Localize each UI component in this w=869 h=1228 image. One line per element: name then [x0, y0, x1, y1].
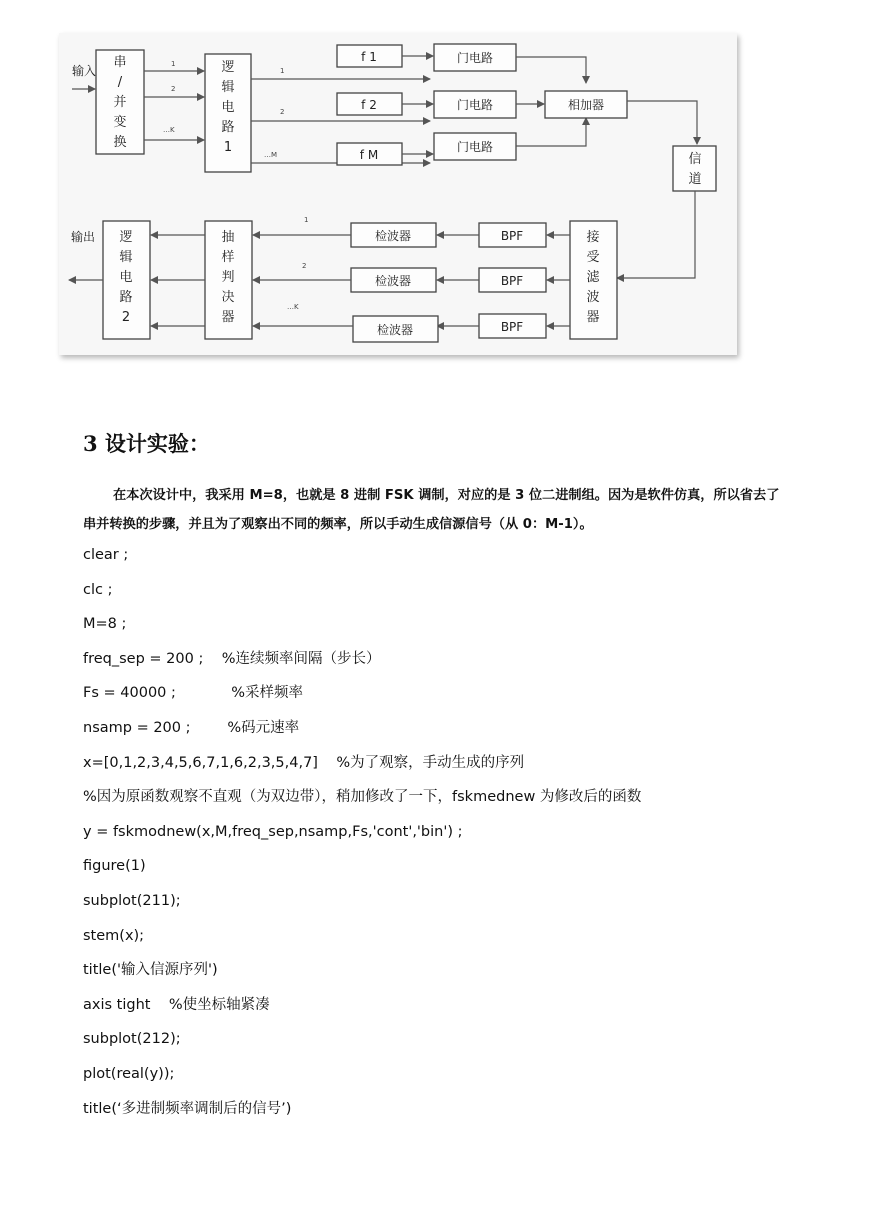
input-label: 输入 — [72, 64, 97, 78]
code-line: stem(x); — [83, 927, 145, 944]
channel-label: 信道 — [688, 152, 702, 187]
sp-converter-label: 串/并变换 — [113, 55, 127, 150]
logic-index-2: 2 — [280, 108, 285, 116]
code-line: %因为原函数观察不直观（为双边带），稍加修改了一下，fskmednew 为修改后的函数 — [83, 789, 642, 806]
code-line: title(‘多进制频率调制后的信号’) — [83, 1100, 292, 1117]
code-line: subplot(212); — [83, 1031, 181, 1048]
bpf-2-label: BPF — [500, 274, 524, 288]
oscillator-f2-label: f 2 — [361, 98, 377, 112]
code-line: M=8 ; — [83, 616, 127, 633]
logic-index-1: 1 — [280, 67, 285, 75]
adder-label: 相加器 — [567, 98, 605, 112]
detector-1-label: 检波器 — [374, 229, 412, 243]
output-label: 输出 — [71, 230, 96, 244]
code-line: axis tight %使坐标轴紧凑 — [83, 996, 270, 1013]
code-line: y = fskmodnew(x,M,freq_sep,nsamp,Fs,'cont','bin') ; — [83, 823, 463, 840]
logic-index-m: …M — [264, 151, 278, 159]
code-line: x=[0,1,2,3,4,5,6,7,1,6,2,3,5,4,7] %为了观察，手动生成的序列 — [83, 754, 525, 771]
sp-index-1: 1 — [171, 60, 176, 68]
logic-circuit-2-label: 逻辑电路 2 — [119, 230, 133, 325]
sp-index-2: 2 — [171, 85, 176, 93]
bpf-m-label: BPF — [500, 320, 524, 334]
logic-circuit-1-label: 逻辑电路 1 — [221, 60, 235, 155]
intro-paragraph: 在本次设计中，我采用 M=8，也就是 8 进制 FSK 调制，对应的是 3 位二进制组。因为是软件仿真，所以省去了串并转换的步骤，并且为了观察出不同的频率，所以手动生成信源信号（从 0：M-1）。 — [83, 488, 780, 532]
code-line: clear ; — [83, 547, 129, 563]
code-line: title('输入信源序列') — [83, 962, 218, 979]
rx-index-2: 2 — [302, 262, 307, 270]
mfsk-block-diagram — [59, 33, 737, 355]
gate-circuit-2-label: 门电路 — [456, 98, 494, 112]
sp-index-k: …K — [163, 126, 175, 134]
oscillator-f1-label: f 1 — [361, 50, 377, 64]
code-line: clc ; — [83, 581, 113, 598]
gate-circuit-m-label: 门电路 — [456, 140, 494, 154]
receive-filter-label: 接受滤波器 — [586, 230, 600, 325]
detector-2-label: 检波器 — [374, 274, 412, 288]
code-line: Fs = 40000 ; %采样频率 — [83, 685, 303, 702]
gate-circuit-1-label: 门电路 — [456, 51, 494, 65]
bpf-1-label: BPF — [500, 229, 524, 243]
code-line: subplot(211); — [83, 892, 181, 909]
section-heading: 3 设计实验： — [83, 431, 210, 456]
code-line: nsamp = 200 ; %码元速率 — [83, 719, 300, 736]
detector-m-label: 检波器 — [376, 323, 414, 337]
code-listing — [83, 544, 823, 1132]
code-line: plot(real(y)); — [83, 1065, 175, 1082]
sampler-decision-label: 抽样判决器 — [221, 230, 235, 325]
rx-index-k: …K — [287, 303, 299, 311]
rx-index-1: 1 — [304, 216, 309, 224]
oscillator-fm-label: f M — [359, 148, 379, 162]
code-line: figure(1) — [83, 858, 146, 875]
code-line: freq_sep = 200 ; %连续频率间隔（步长） — [83, 650, 381, 667]
